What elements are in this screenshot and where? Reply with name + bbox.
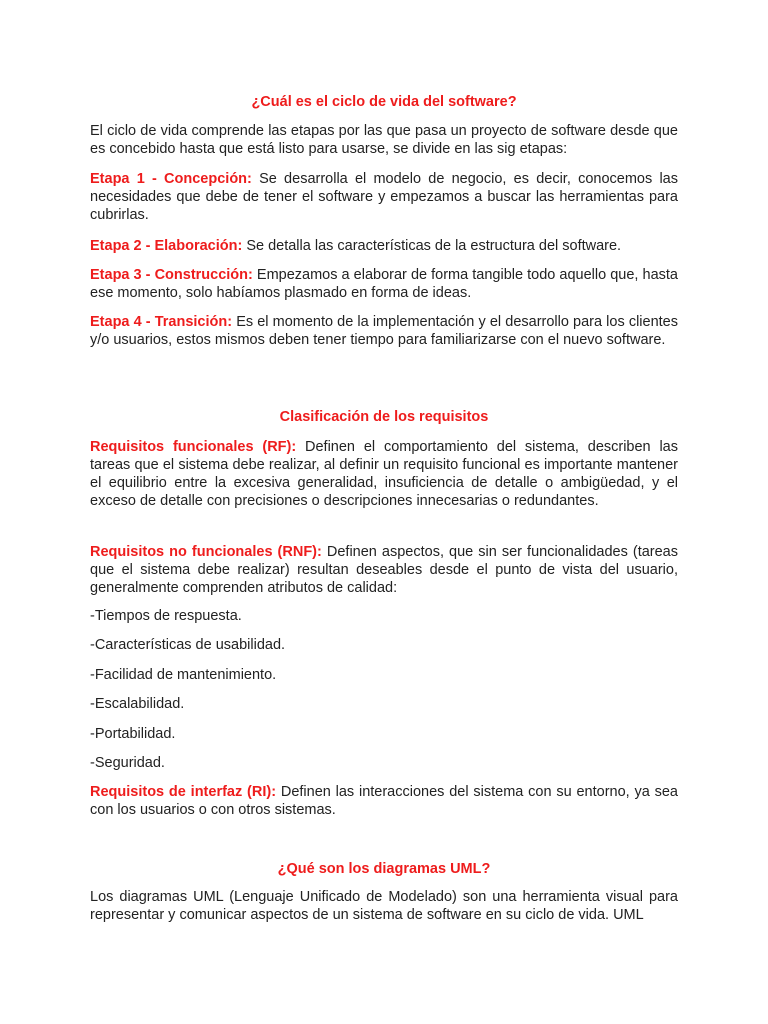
list-item: -Escalabilidad. (90, 696, 185, 713)
stage-3-paragraph (90, 266, 678, 302)
interface-requirements-text: Definen las interacciones del sistema con su entorno, ya sea con los usuarios o con otros sistemas. (90, 784, 678, 818)
stage-4-label: Etapa 4 - Transición: (90, 314, 233, 330)
section-heading-uml: ¿Qué son los diagramas UML? (277, 861, 491, 877)
functional-requirements-paragraph (90, 438, 678, 510)
functional-requirements-label: Requisitos funcionales (RF): (90, 439, 297, 455)
list-item: -Seguridad. (90, 754, 165, 771)
lifecycle-intro-paragraph: El ciclo de vida comprende las etapas por las que pasa un proyecto de software desde que es concebido hasta que está listo para usarse, se divide en las sig etapas: (90, 123, 678, 157)
stage-1-text: Se desarrolla el modelo de negocio, es decir, conocemos las necesidades que debe de tener el software y empezamos a buscar las herramientas para cubrirlas. (90, 171, 678, 223)
list-item: -Características de usabilidad. (90, 637, 286, 654)
stage-2-label: Etapa 2 - Elaboración: (90, 238, 243, 254)
interface-requirements-paragraph (90, 783, 678, 819)
stage-2-paragraph (90, 237, 678, 255)
stage-4-paragraph (90, 313, 678, 349)
quality-attributes-list (90, 607, 678, 783)
stage-2-text: Se detalla las características de la estructura del software. (242, 238, 622, 254)
non-functional-requirements-text: Definen aspectos, que sin ser funcionalidades (tareas que el sistema debe realizar) resultan deseables desde el punto de vista del usuario, generalmente comprenden atributos de calidad: (90, 544, 678, 596)
stage-1-label: Etapa 1 - Concepción: (90, 171, 252, 187)
stage-4-text: Es el momento de la implementación y el desarrollo para los clientes y/o usuarios, estos mismos deben tener tiempo para familiarizarse con el nuevo software. (90, 314, 678, 348)
list-item: -Portabilidad. (90, 725, 176, 742)
stage-3-label: Etapa 3 - Construcción: (90, 267, 253, 283)
list-item: -Tiempos de respuesta. (90, 608, 242, 624)
list-item: -Facilidad de mantenimiento. (90, 666, 277, 683)
stage-3-text: Empezamos a elaborar de forma tangible todo aquello que, hasta ese momento, solo habíamos plasmado en forma de ideas. (90, 267, 678, 301)
uml-paragraph: Los diagramas UML (Lenguaje Unificado de Modelado) son una herramienta visual para representar y comunicar aspectos de un sistema de software en su ciclo de vida. UML (90, 889, 678, 923)
section-heading-lifecycle: ¿Cuál es el ciclo de vida del software? (251, 94, 517, 110)
section-heading-requirements: Clasificación de los requisitos (279, 409, 489, 425)
non-functional-requirements-label: Requisitos no funcionales (RNF): (90, 544, 322, 560)
stage-1-paragraph (90, 170, 678, 224)
non-functional-requirements-paragraph (90, 543, 678, 597)
interface-requirements-label: Requisitos de interfaz (RI): (90, 784, 277, 800)
functional-requirements-text: Definen el comportamiento del sistema, describen las tareas que el sistema debe realizar, al definir un requisito funcional es importante mantener el equilibrio entre la excesiva generalidad, insuficiencia de detalle o ambigüedad, y el exceso de detalle con precisiones o descripciones innecesarias o redundantes. (90, 439, 678, 509)
